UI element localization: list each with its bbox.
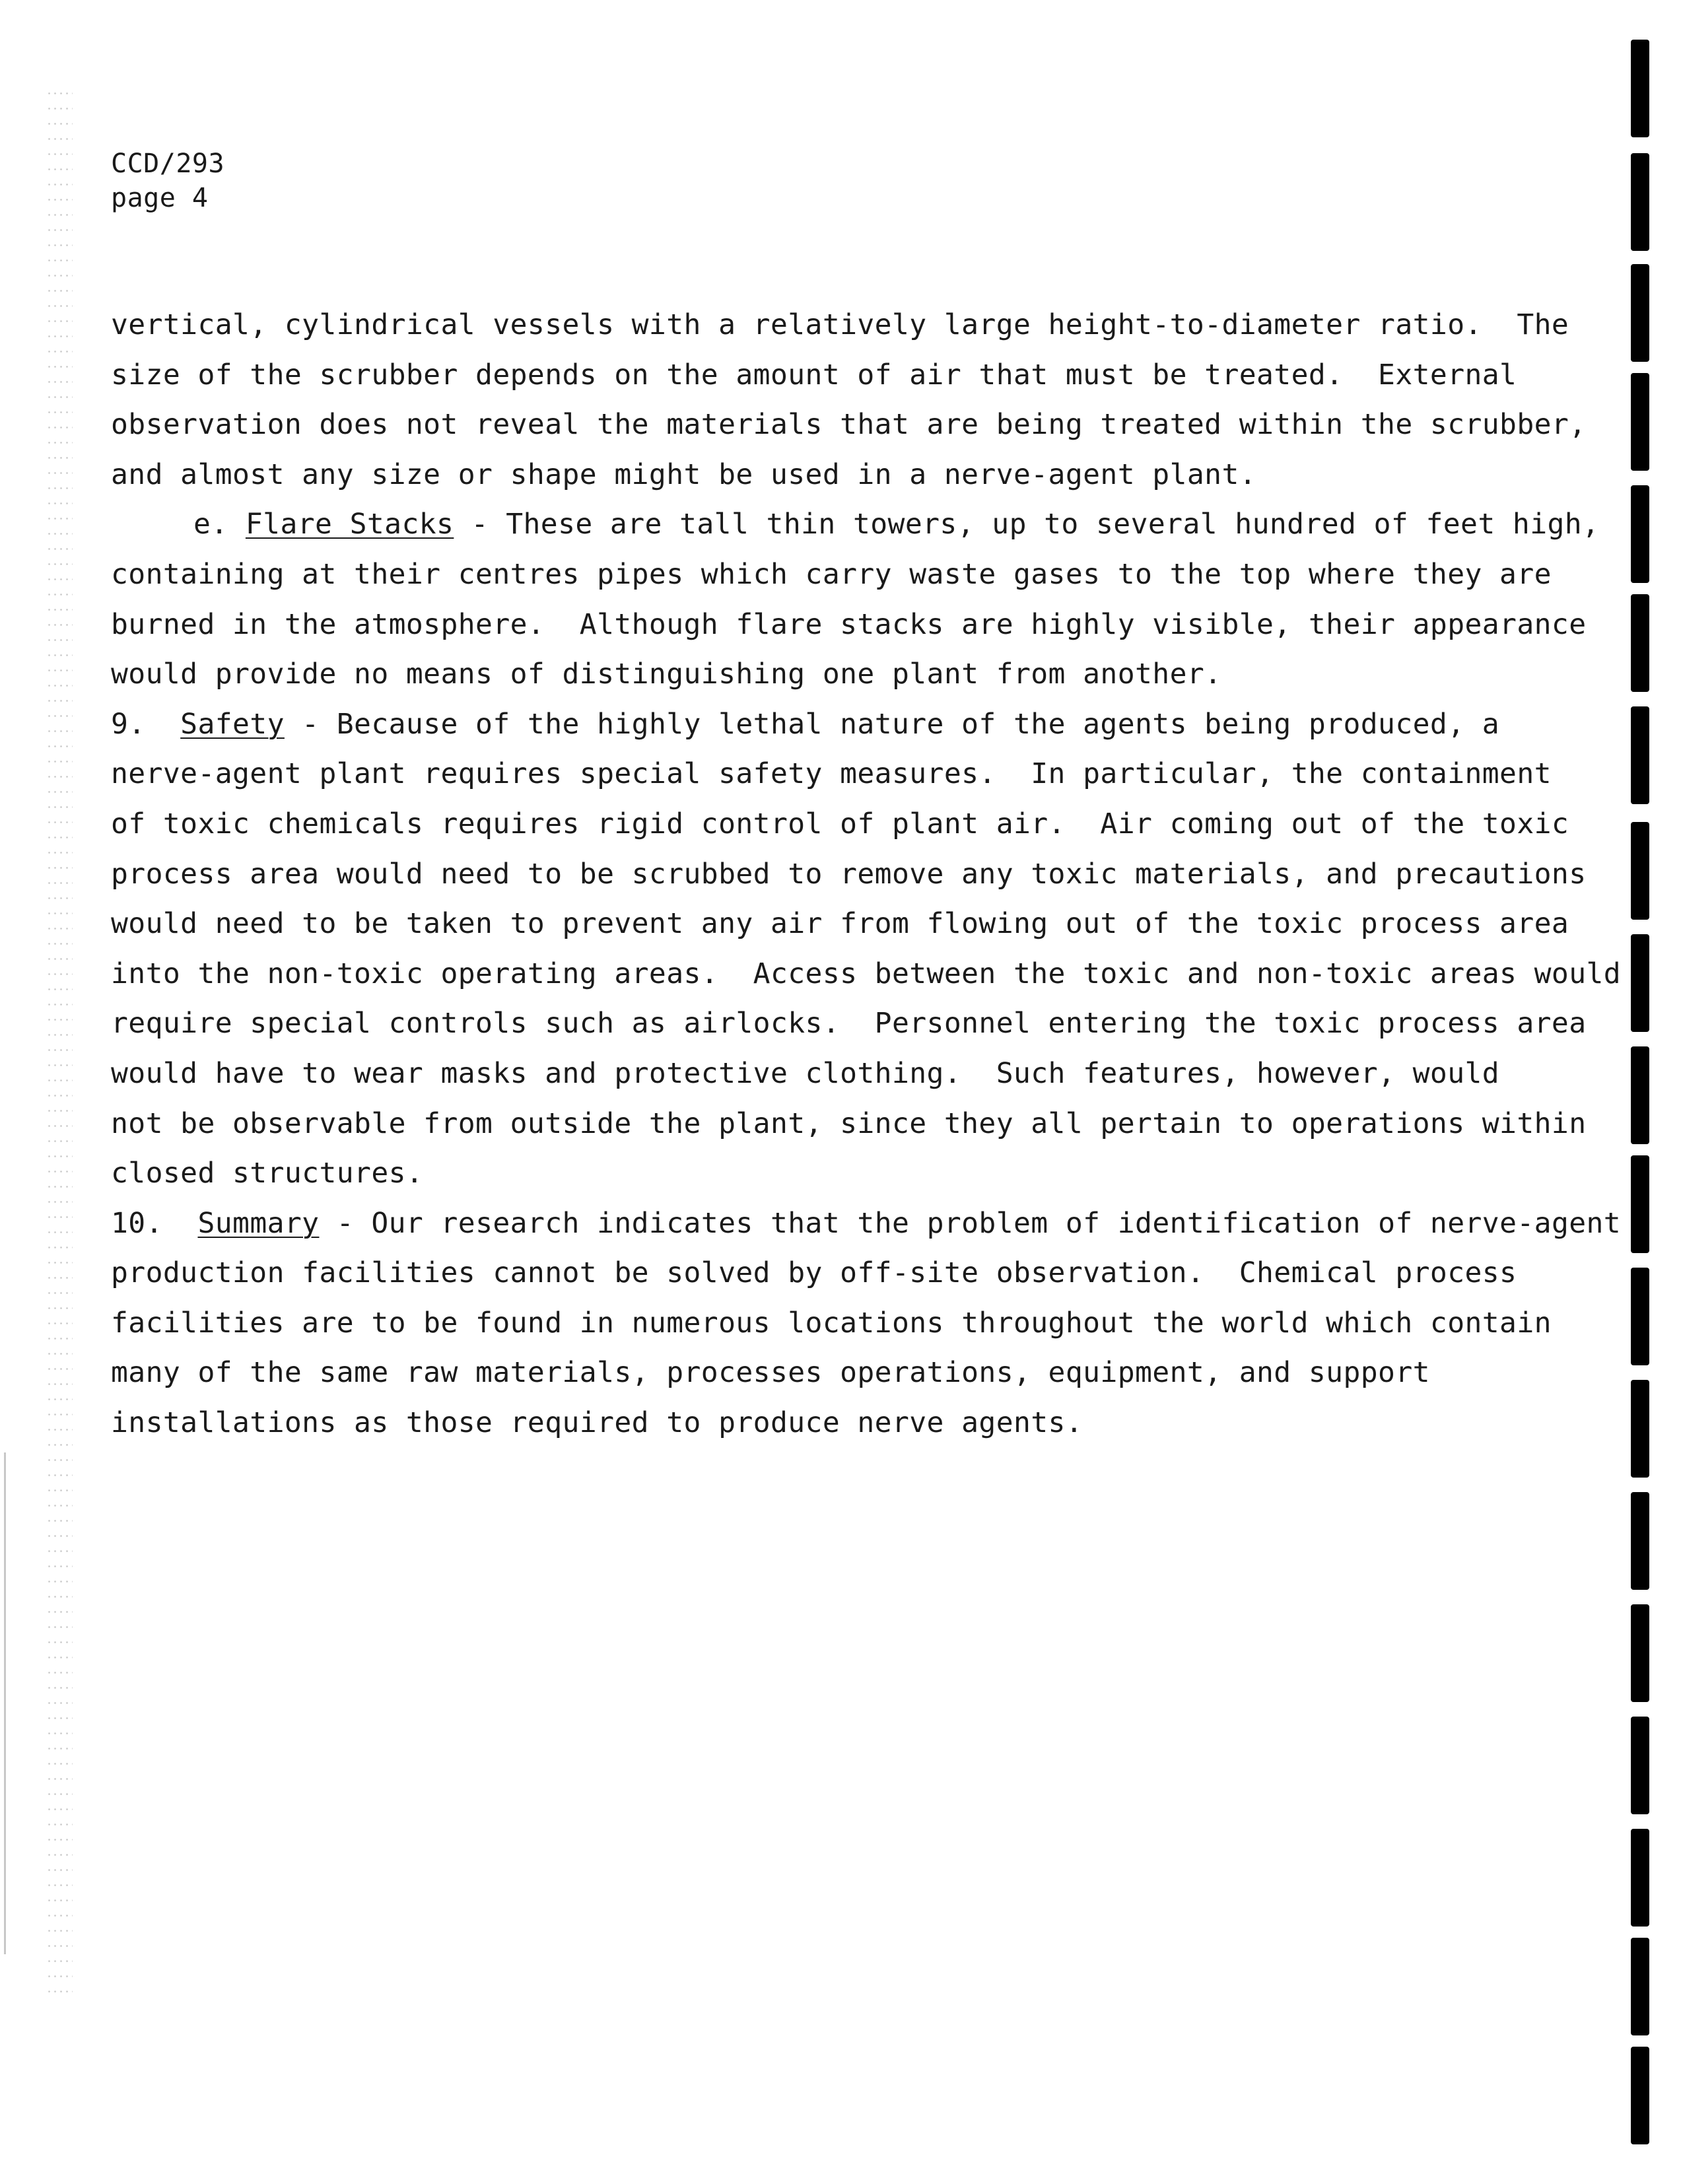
binding-edge-line <box>4 1452 6 1954</box>
sprocket-mark <box>1631 373 1649 471</box>
document-code: CCD/293 <box>111 149 225 179</box>
sprocket-mark <box>1631 1938 1649 2035</box>
paragraph-summary <box>111 1199 1622 1449</box>
sprocket-mark <box>1631 40 1649 137</box>
sprocket-mark <box>1631 1829 1649 1927</box>
text-line: closed structures. <box>111 1157 424 1190</box>
text-line: would have to wear masks and protective clothing. Such features, however, would <box>111 1056 1500 1090</box>
text-line: into the non-toxic operating areas. Access between the toxic and non-toxic areas would <box>111 957 1622 990</box>
sprocket-mark <box>1631 594 1649 692</box>
sprocket-mark <box>1631 1604 1649 1702</box>
text-run: - Our research indicates that the problem of identification of nerve-agent <box>319 1206 1622 1240</box>
text-line: burned in the atmosphere. Although flare stacks are highly visible, their appearance <box>111 607 1587 641</box>
sprocket-mark <box>1631 153 1649 251</box>
item-marker: e. <box>193 508 228 541</box>
text-run: - These are tall thin towers, up to several hundred of feet high, <box>454 508 1600 541</box>
text-line: vertical, cylindrical vessels with a relatively large height-to-diameter ratio. The <box>111 308 1569 341</box>
paragraph-flare-stacks <box>111 500 1600 699</box>
sprocket-mark <box>1631 264 1649 362</box>
sprocket-mark <box>1631 706 1649 804</box>
sprocket-mark <box>1631 1155 1649 1253</box>
text-line: of toxic chemicals requires rigid control of plant air. Air coming out of the toxic <box>111 807 1569 840</box>
text-line: containing at their centres pipes which carry waste gases to the top where they are <box>111 557 1552 591</box>
sprocket-mark <box>1631 1717 1649 1814</box>
text-line: nerve-agent plant requires special safety measures. In particular, the containment <box>111 757 1552 791</box>
page-number: page 4 <box>111 183 209 213</box>
section-heading-safety: Safety <box>180 707 285 741</box>
text-line: size of the scrubber depends on the amount of air that must be treated. External <box>111 358 1517 392</box>
text-line: installations as those required to produce nerve agents. <box>111 1406 1083 1440</box>
paragraph-scrubber-continuation <box>111 300 1587 500</box>
document-body <box>111 300 1622 1449</box>
text-line <box>111 700 1550 750</box>
text-line: observation does not reveal the materials that are being treated within the scrubber, <box>111 408 1587 442</box>
sprocket-strip <box>1631 0 1657 2184</box>
text-line: not be observable from outside the plant, since they all pertain to operations within <box>111 1107 1587 1140</box>
item-marker: 10. <box>111 1206 163 1240</box>
sprocket-mark <box>1631 822 1649 920</box>
document-header <box>111 147 224 215</box>
text-run: - Because of the highly lethal nature of the agents being produced, a <box>284 707 1500 741</box>
text-line: production facilities cannot be solved by off-site observation. Chemical process <box>111 1256 1517 1290</box>
text-line: many of the same raw materials, processes operations, equipment, and support <box>111 1356 1430 1390</box>
section-heading-flare-stacks: Flare Stacks <box>245 508 454 541</box>
text-line: process area would need to be scrubbed to remove any toxic materials, and precautions <box>111 857 1587 891</box>
text-line: and almost any size or shape might be used in a nerve-agent plant. <box>111 458 1257 491</box>
text-line: would provide no means of distinguishing one plant from another. <box>111 658 1222 691</box>
sprocket-mark <box>1631 934 1649 1032</box>
section-heading-summary: Summary <box>197 1206 320 1240</box>
text-line <box>111 1199 1622 1249</box>
sprocket-mark <box>1631 1380 1649 1478</box>
sprocket-mark <box>1631 2047 1649 2144</box>
text-line <box>111 500 1600 550</box>
text-line: facilities are to be found in numerous locations throughout the world which contain <box>111 1306 1552 1340</box>
paragraph-safety <box>111 700 1622 1199</box>
sprocket-mark <box>1631 1268 1649 1365</box>
text-line: require special controls such as airlocks. Personnel entering the toxic process area <box>111 1007 1587 1041</box>
item-marker: 9. <box>111 707 146 741</box>
sprocket-mark <box>1631 1492 1649 1590</box>
sprocket-mark <box>1631 485 1649 583</box>
sprocket-mark <box>1631 1046 1649 1144</box>
text-line: would need to be taken to prevent any air from flowing out of the toxic process area <box>111 907 1569 941</box>
binding-edge-speckle <box>46 86 73 2000</box>
